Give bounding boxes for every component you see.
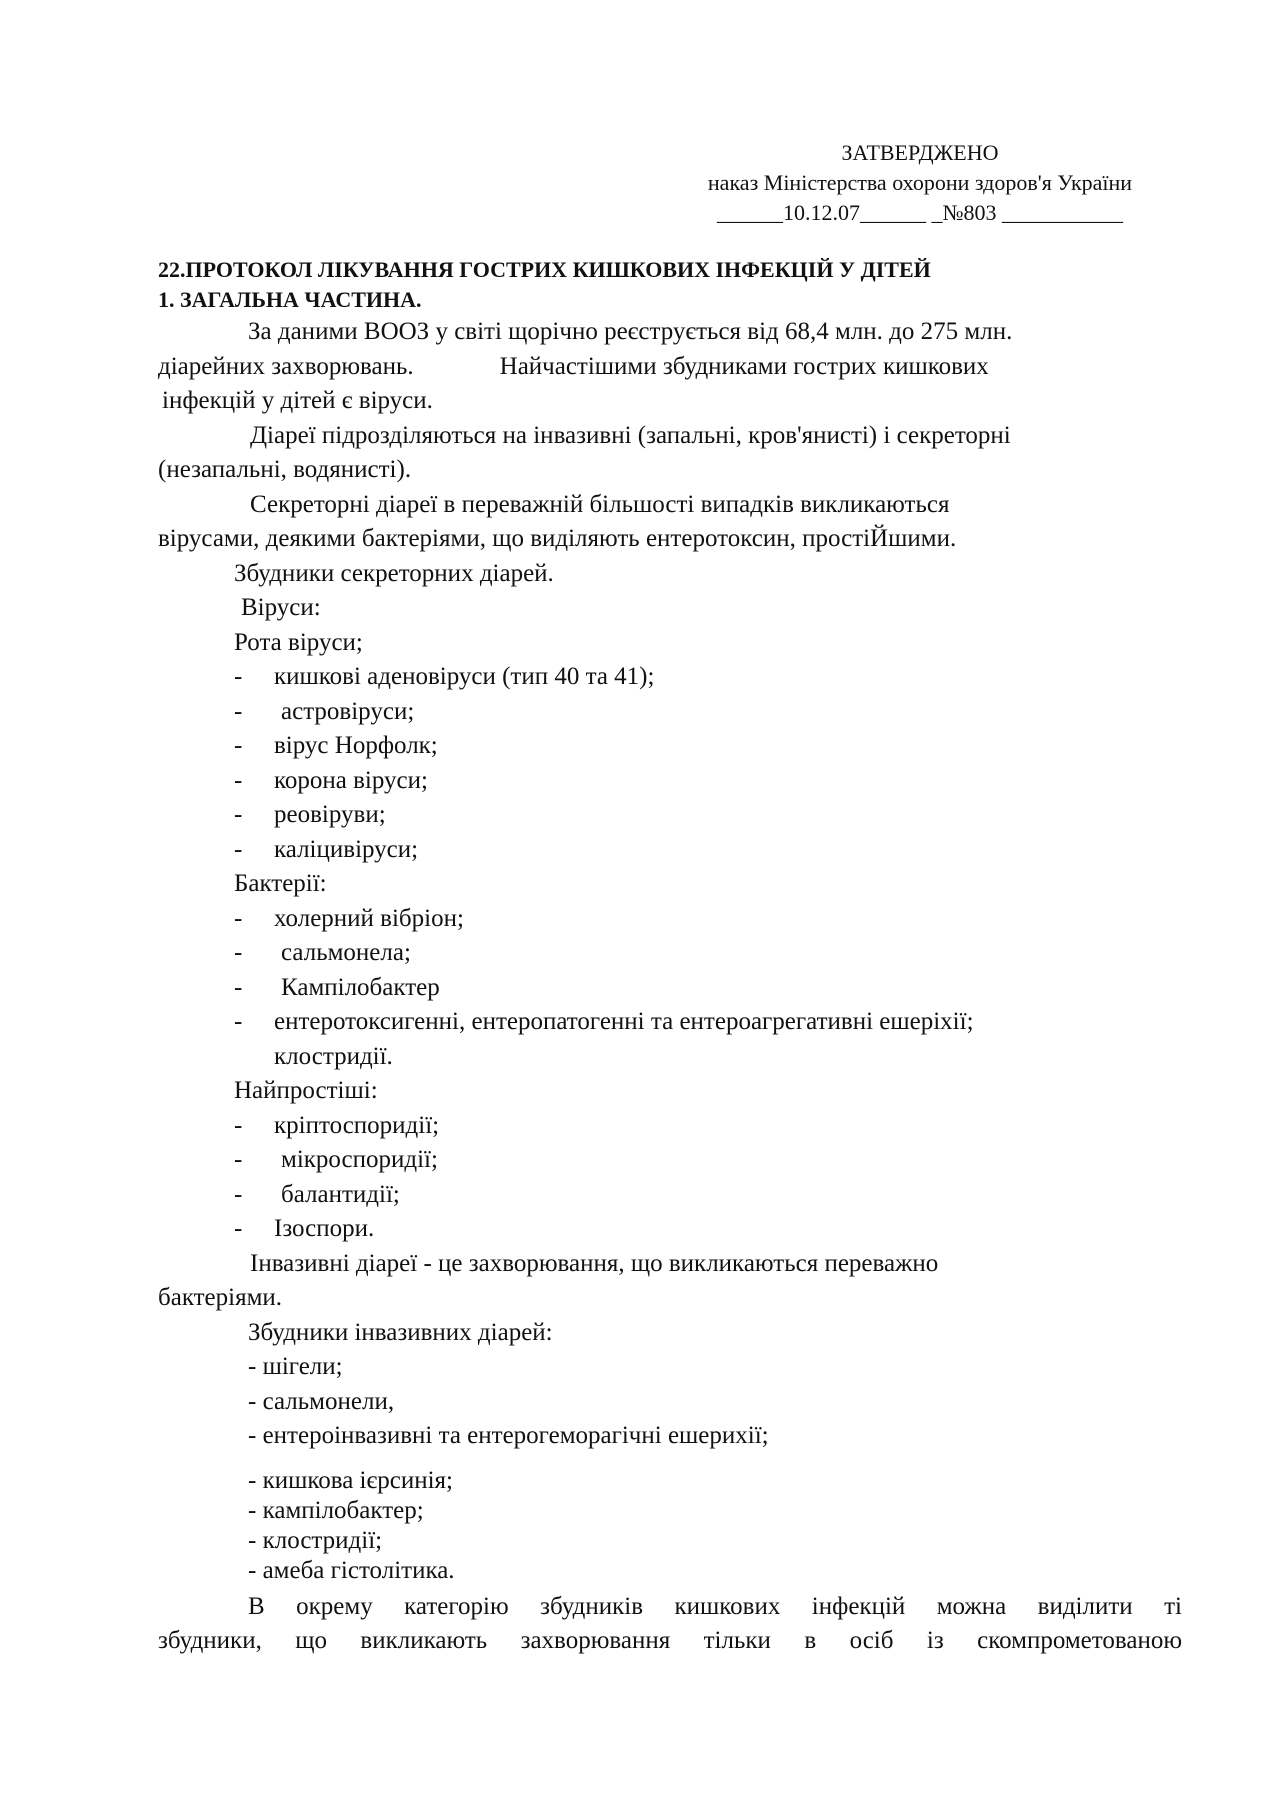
list-item: - реовіруви; [158, 798, 1182, 833]
paragraph-intro-line1: За даними ВООЗ у світі щорічно реєструється від 68,4 млн. до 275 млн. [248, 318, 1013, 345]
list-item: - астровіруси; [158, 695, 1182, 730]
dash-marker: - [234, 835, 243, 863]
dash-marker: - [234, 801, 243, 828]
list-item-continuation: клостридії. [274, 1042, 393, 1070]
list-item: - Ізоспори. [158, 1212, 1182, 1247]
paragraph-separate-category-line2: збудники, що викликають захворювання тільки в осіб із скомпрометованою [158, 1627, 1182, 1654]
list-item: - мікроспоридії; [158, 1143, 1182, 1178]
dash-marker: - [234, 939, 243, 966]
list-item: - ентеротоксигенні, ентеропатогенні та ентероагрегативні ешеріхії; [158, 1005, 1182, 1040]
list-item: - кишкові аденовіруси (тип 40 та 41); [158, 660, 1182, 695]
dash-marker: - [234, 697, 243, 725]
dash-marker: - [234, 1111, 243, 1139]
list-item: - кампілобактер; [248, 1496, 424, 1524]
list-item: - каліцивіруси; [158, 833, 1182, 868]
rota-viruses: Рота віруси; [234, 628, 363, 656]
list-item: - балантидії; [158, 1178, 1182, 1213]
dash-marker: - [234, 904, 243, 932]
dash-marker: - [234, 766, 243, 794]
list-item: - холерний вібріон; [158, 902, 1182, 937]
list-item: - кишкова ієрсинія; [248, 1466, 453, 1494]
paragraph-secretory-line1: Секреторні діареї в переважній більшості випадків викликаються [250, 490, 950, 518]
approval-date-number: ______10.12.07______ _№803 ___________ [717, 200, 1123, 225]
dash-marker: - [234, 973, 243, 1001]
dash-marker: - [234, 1146, 243, 1173]
dash-marker: - [234, 1180, 243, 1208]
approval-block [640, 138, 1200, 228]
document-body [158, 255, 1182, 1659]
dash-marker: - [234, 1008, 243, 1035]
list-item: - сальмонела; [158, 936, 1182, 971]
list-item: - клостридії; [248, 1526, 383, 1554]
list-item: - сальмонели, [248, 1387, 395, 1415]
dash-marker: - [234, 732, 243, 759]
dash-marker: - [234, 1215, 243, 1242]
secretory-pathogens-title: Збудники секреторних діарей. [234, 559, 554, 587]
approval-order: наказ Міністерства охорони здоров'я України [707, 170, 1133, 195]
protozoa-label: Найпростіші: [234, 1077, 378, 1104]
list-item: - амеба гістолітика. [248, 1556, 455, 1584]
dash-marker: - [234, 663, 243, 690]
list-item: - корона віруси; [158, 764, 1182, 799]
list-item: - Кампілобактер [158, 971, 1182, 1006]
list-item: - ентероінвазивні та ентерогеморагічні ешерихії; [248, 1422, 769, 1449]
list-item: - кріптоспоридії; [158, 1109, 1182, 1144]
bacteria-label: Бактерії: [234, 870, 327, 897]
section-heading: 1. ЗАГАЛЬНА ЧАСТИНА. [158, 287, 422, 312]
list-item: - шігели; [248, 1353, 343, 1380]
protocol-title: 22.ПРОТОКОЛ ЛІКУВАННЯ ГОСТРИХ КИШКОВИХ ІНФЕКЦІЙ У ДІТЕЙ [158, 257, 931, 282]
list-item: - вірус Норфолк; [158, 729, 1182, 764]
invasive-pathogens-title: Збудники інвазивних діарей: [248, 1318, 553, 1346]
paragraph-intro-line2 [158, 350, 1182, 385]
paragraph-intro-line3: інфекцій у дітей є віруси. [162, 387, 433, 414]
paragraph-invasive-line1: Інвазивні діареї - це захворювання, що викликаються переважно [250, 1249, 939, 1277]
paragraph-intro-line2b: Найчастішими збудниками гострих кишкових [499, 352, 989, 380]
paragraph-diarrhea-types-line2: (незапальні, водянисті). [158, 456, 412, 483]
paragraph-secretory-line2: вірусами, деякими бактеріями, що виділяють ентеротоксин, простіЙшими. [158, 525, 957, 552]
viruses-label: Віруси: [241, 594, 321, 621]
paragraph-diarrhea-types-line1: Діареї підрозділяються на інвазивні (запальні, кров'янисті) і секреторні [250, 421, 1011, 449]
approval-stamp: ЗАТВЕРДЖЕНО [841, 140, 999, 165]
paragraph-separate-category-line1: В окрему категорію збудників кишкових інфекцій можна виділити ті [248, 1592, 1182, 1620]
paragraph-intro-line2a: діарейних захворювань. [158, 352, 414, 380]
paragraph-invasive-line2: бактеріями. [158, 1284, 283, 1311]
